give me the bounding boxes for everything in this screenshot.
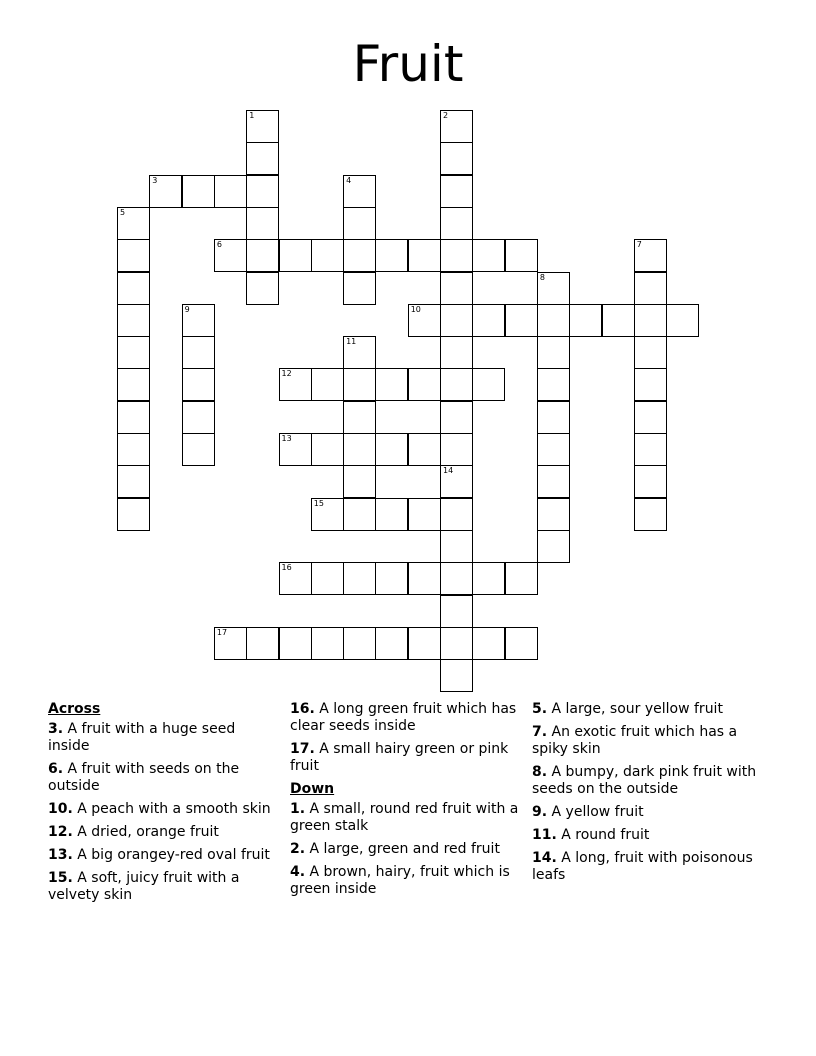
grid-cell[interactable] xyxy=(569,304,602,337)
cell-number: 17 xyxy=(216,627,228,637)
cell-number: 1 xyxy=(249,111,255,120)
grid-cell[interactable] xyxy=(440,368,473,401)
clue-text: A fruit with a huge seed inside xyxy=(48,721,236,754)
down-clue-14 xyxy=(532,850,764,884)
grid-cell[interactable] xyxy=(537,272,570,305)
clue-number: 5. xyxy=(532,701,548,717)
across-clue-13 xyxy=(48,847,280,864)
grid-cell[interactable] xyxy=(440,304,473,337)
grid-cell[interactable] xyxy=(311,498,344,531)
grid-cell[interactable] xyxy=(375,433,408,466)
grid-cell[interactable] xyxy=(440,142,473,175)
clue-text: A large, sour yellow fruit xyxy=(551,701,723,717)
grid-cell[interactable] xyxy=(472,239,505,272)
grid-cell[interactable] xyxy=(440,175,473,208)
clue-text: A soft, juicy fruit with a velvety skin xyxy=(48,870,240,903)
cell-number: 5 xyxy=(120,207,126,217)
grid-cell[interactable] xyxy=(311,239,344,272)
grid-cell[interactable] xyxy=(440,110,473,143)
across-clue-10 xyxy=(48,801,280,818)
grid-cell[interactable] xyxy=(505,304,538,337)
clues-column-1 xyxy=(48,701,280,910)
cell-number: 15 xyxy=(313,498,324,508)
grid-cell[interactable] xyxy=(440,659,473,692)
down-heading: Down xyxy=(290,781,335,797)
grid-cell[interactable] xyxy=(634,433,667,466)
grid-cell[interactable] xyxy=(246,239,279,272)
grid-cell[interactable] xyxy=(440,207,473,240)
grid-cell[interactable] xyxy=(279,239,312,272)
clue-text: A brown, hairy, fruit which is green inside xyxy=(290,864,510,897)
grid-cell[interactable] xyxy=(408,239,441,272)
grid-cell[interactable] xyxy=(472,304,505,337)
grid-cell[interactable] xyxy=(117,368,150,401)
down-clue-2 xyxy=(290,841,522,858)
across-clue-17 xyxy=(290,741,522,775)
cell-number: 13 xyxy=(281,434,292,443)
clue-text: An exotic fruit which has a spiky skin xyxy=(532,724,738,757)
grid-cell[interactable] xyxy=(375,239,408,272)
grid-cell[interactable] xyxy=(311,562,344,595)
grid-cell[interactable] xyxy=(440,272,473,305)
grid-cell[interactable] xyxy=(634,239,667,272)
grid-cell[interactable] xyxy=(375,368,408,401)
cell-number: 6 xyxy=(216,240,222,250)
grid-cell[interactable] xyxy=(537,530,570,563)
grid-cell[interactable] xyxy=(634,368,667,401)
grid-cell[interactable] xyxy=(537,368,570,401)
grid-cell[interactable] xyxy=(279,627,312,660)
grid-cell[interactable] xyxy=(117,207,150,240)
grid-cell[interactable] xyxy=(246,207,279,240)
grid-cell[interactable] xyxy=(117,336,150,369)
grid-cell[interactable] xyxy=(537,498,570,531)
clue-number: 6. xyxy=(48,761,64,777)
grid-cell[interactable] xyxy=(537,336,570,369)
grid-cell[interactable] xyxy=(343,562,376,595)
across-clue-15 xyxy=(48,870,280,904)
grid-cell[interactable] xyxy=(343,239,376,272)
cell-number: 10 xyxy=(410,304,421,314)
grid-cell[interactable] xyxy=(246,110,279,143)
cell-number: 12 xyxy=(281,369,292,379)
grid-cell[interactable] xyxy=(440,465,473,498)
grid-cell[interactable] xyxy=(246,627,279,660)
clue-number: 13. xyxy=(48,847,73,863)
grid-cell[interactable] xyxy=(117,433,150,466)
across-heading: Across xyxy=(48,701,101,717)
clue-text: A round fruit xyxy=(561,827,650,843)
grid-cell[interactable] xyxy=(440,627,473,660)
grid-cell[interactable] xyxy=(182,368,215,401)
down-clue-8 xyxy=(532,764,764,798)
grid-cell[interactable] xyxy=(343,465,376,498)
grid-cell[interactable] xyxy=(440,595,473,628)
grid-cell[interactable] xyxy=(440,562,473,595)
grid-cell[interactable] xyxy=(375,498,408,531)
grid-cell[interactable] xyxy=(246,175,279,208)
grid-cell[interactable] xyxy=(408,627,441,660)
cell-number: 2 xyxy=(443,111,449,120)
cell-number: 9 xyxy=(184,304,190,314)
grid-cell[interactable] xyxy=(117,465,150,498)
grid-cell[interactable] xyxy=(634,336,667,369)
clue-text: A bumpy, dark pink fruit with seeds on the outside xyxy=(532,764,757,797)
grid-cell[interactable] xyxy=(343,272,376,305)
clue-text: A long green fruit which has clear seeds inside xyxy=(290,701,517,734)
cell-number: 14 xyxy=(443,466,454,476)
down-clue-11 xyxy=(532,827,764,844)
grid-cell[interactable] xyxy=(311,627,344,660)
grid-cell[interactable] xyxy=(440,239,473,272)
grid-cell[interactable] xyxy=(182,336,215,369)
grid-cell[interactable] xyxy=(117,401,150,434)
grid-cell[interactable] xyxy=(246,272,279,305)
grid-cell[interactable] xyxy=(440,401,473,434)
grid-cell[interactable] xyxy=(505,239,538,272)
grid-cell[interactable] xyxy=(634,498,667,531)
grid-cell[interactable] xyxy=(537,304,570,337)
grid-cell[interactable] xyxy=(375,627,408,660)
grid-cell[interactable] xyxy=(343,336,376,369)
clue-number: 4. xyxy=(290,864,306,880)
clue-number: 12. xyxy=(48,824,73,840)
grid-cell[interactable] xyxy=(440,433,473,466)
grid-cell[interactable] xyxy=(117,239,150,272)
clue-text: A yellow fruit xyxy=(551,804,644,820)
clue-number: 3. xyxy=(48,721,64,737)
clue-number: 17. xyxy=(290,741,315,757)
clue-text: A dried, orange fruit xyxy=(77,824,219,840)
down-clue-5 xyxy=(532,701,764,718)
grid-cell[interactable] xyxy=(117,304,150,337)
down-clue-4 xyxy=(290,864,522,898)
grid-cell[interactable] xyxy=(472,627,505,660)
across-clue-6 xyxy=(48,761,280,795)
grid-cell[interactable] xyxy=(602,304,635,337)
clue-number: 10. xyxy=(48,801,73,817)
clue-number: 11. xyxy=(532,827,557,843)
grid-cell[interactable] xyxy=(343,627,376,660)
grid-cell[interactable] xyxy=(440,530,473,563)
grid-cell[interactable] xyxy=(279,433,312,466)
grid-cell[interactable] xyxy=(343,368,376,401)
clue-number: 14. xyxy=(532,850,557,866)
across-clue-12 xyxy=(48,824,280,841)
clue-number: 1. xyxy=(290,801,306,817)
clue-number: 9. xyxy=(532,804,548,820)
clue-text: A small hairy green or pink fruit xyxy=(290,741,509,774)
grid-cell[interactable] xyxy=(279,368,312,401)
cell-number: 16 xyxy=(281,563,292,573)
clue-text: A small, round red fruit with a green stalk xyxy=(290,801,519,834)
clue-text: A long, fruit with poisonous leafs xyxy=(532,850,753,883)
grid-cell[interactable] xyxy=(408,368,441,401)
puzzle-title: Fruit xyxy=(352,35,464,93)
grid-cell[interactable] xyxy=(408,562,441,595)
clue-number: 15. xyxy=(48,870,73,886)
cell-number: 3 xyxy=(152,175,158,185)
grid-cell[interactable] xyxy=(634,272,667,305)
down-clue-7 xyxy=(532,724,764,758)
grid-cell[interactable] xyxy=(537,465,570,498)
grid-cell[interactable] xyxy=(214,175,247,208)
grid-cell[interactable] xyxy=(408,433,441,466)
grid-cell[interactable] xyxy=(440,498,473,531)
grid-cell[interactable] xyxy=(537,433,570,466)
cell-number: 4 xyxy=(346,175,352,185)
grid-cell[interactable] xyxy=(343,433,376,466)
clue-text: A large, green and red fruit xyxy=(309,841,500,857)
across-clue-16 xyxy=(290,701,522,735)
grid-cell[interactable] xyxy=(472,368,505,401)
grid-cell[interactable] xyxy=(634,401,667,434)
cell-number: 11 xyxy=(346,337,357,347)
grid-cell[interactable] xyxy=(214,239,247,272)
grid-cell[interactable] xyxy=(311,368,344,401)
grid-cell[interactable] xyxy=(182,433,215,466)
grid-cell[interactable] xyxy=(505,627,538,660)
grid-cell[interactable] xyxy=(343,207,376,240)
grid-cell[interactable] xyxy=(279,562,312,595)
cell-number: 8 xyxy=(539,272,545,282)
down-clue-1 xyxy=(290,801,522,835)
grid-cell[interactable] xyxy=(375,562,408,595)
grid-cell[interactable] xyxy=(343,175,376,208)
grid-cell[interactable] xyxy=(149,175,182,208)
grid-cell[interactable] xyxy=(408,304,441,337)
grid-cell[interactable] xyxy=(117,272,150,305)
down-clue-9 xyxy=(532,804,764,821)
clue-number: 8. xyxy=(532,764,548,780)
across-clue-3 xyxy=(48,721,280,755)
grid-cell[interactable] xyxy=(182,175,215,208)
grid-cell[interactable] xyxy=(505,562,538,595)
grid-cell[interactable] xyxy=(343,401,376,434)
clue-text: A peach with a smooth skin xyxy=(77,801,271,817)
cell-number: 7 xyxy=(636,240,642,250)
clue-number: 7. xyxy=(532,724,548,740)
grid-cell[interactable] xyxy=(666,304,699,337)
grid-cell[interactable] xyxy=(472,562,505,595)
grid-cell[interactable] xyxy=(537,401,570,434)
clues-column-3 xyxy=(532,701,764,890)
grid-cell[interactable] xyxy=(634,304,667,337)
grid-cell[interactable] xyxy=(246,142,279,175)
grid-cell[interactable] xyxy=(408,498,441,531)
grid-cell[interactable] xyxy=(117,498,150,531)
grid-cell[interactable] xyxy=(440,336,473,369)
clue-text: A fruit with seeds on the outside xyxy=(48,761,240,794)
clues-column-2 xyxy=(290,701,522,904)
grid-cell[interactable] xyxy=(311,433,344,466)
clue-number: 16. xyxy=(290,701,315,717)
grid-cell[interactable] xyxy=(343,498,376,531)
clue-number: 2. xyxy=(290,841,306,857)
clue-text: A big orangey-red oval fruit xyxy=(77,847,270,863)
grid-cell[interactable] xyxy=(634,465,667,498)
grid-cell[interactable] xyxy=(182,304,215,337)
grid-cell[interactable] xyxy=(182,401,215,434)
grid-cell[interactable] xyxy=(214,627,247,660)
